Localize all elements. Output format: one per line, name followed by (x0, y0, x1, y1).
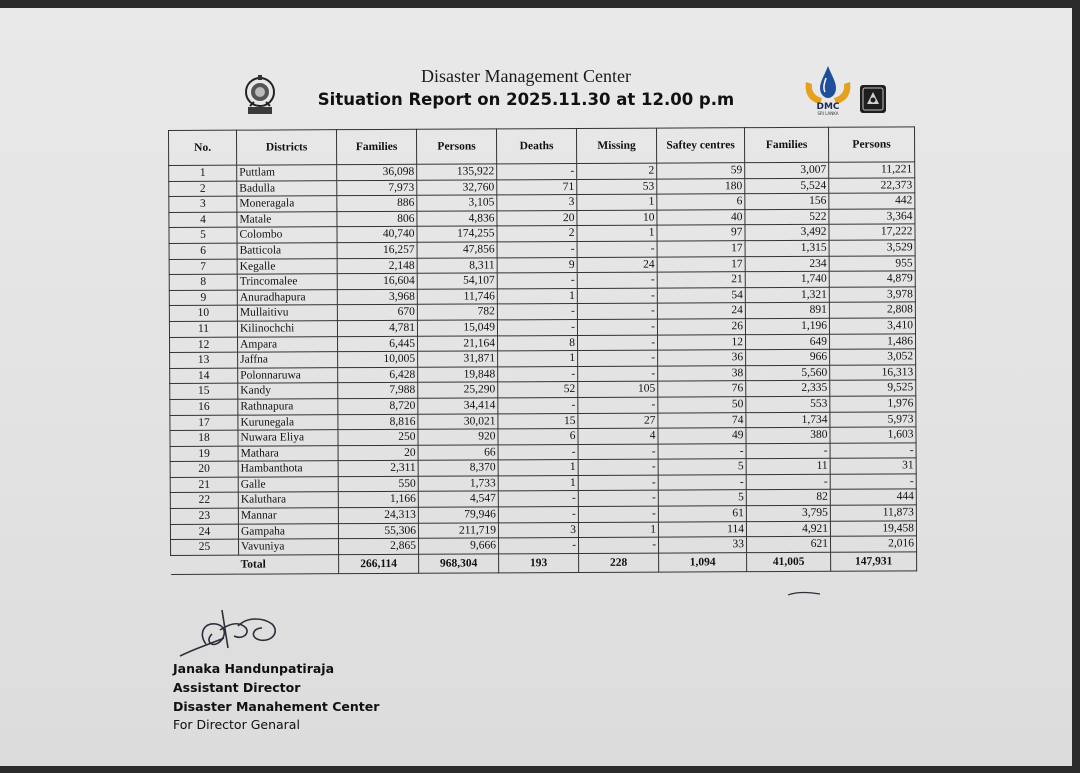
affected-persons: 19,848 (418, 367, 498, 383)
affected-families: 2,311 (338, 461, 418, 477)
organization-title: Disaster Management Center (421, 66, 631, 86)
signatory-organization: Disaster Manahement Center (173, 699, 380, 714)
col-header-centre-persons: Persons (828, 127, 914, 162)
affected-families: 7,988 (338, 383, 418, 399)
centre-persons: 3,052 (830, 349, 916, 365)
affected-persons: 15,049 (417, 320, 497, 336)
affected-persons: 11,746 (417, 289, 497, 305)
total-safety-centres: 1,094 (659, 553, 747, 572)
affected-persons: 21,164 (418, 335, 498, 351)
row-no: 24 (170, 524, 238, 540)
row-no: 17 (170, 415, 238, 431)
affected-families: 4,781 (337, 320, 417, 336)
deaths: 6 (498, 429, 578, 445)
missing: 105 (578, 381, 658, 397)
centre-families: 4,921 (746, 521, 830, 537)
row-no: 3 (169, 196, 237, 212)
deaths: - (498, 491, 578, 507)
affected-persons: 920 (418, 429, 498, 445)
district-name: Mathara (238, 445, 338, 461)
deaths: 20 (497, 210, 577, 226)
total-families: 266,114 (339, 554, 419, 573)
row-no: 6 (169, 243, 237, 259)
affected-persons: 1,733 (418, 476, 498, 492)
missing: - (578, 506, 658, 522)
safety-centres: 24 (657, 303, 745, 319)
affected-persons: 4,836 (417, 211, 497, 227)
affected-families: 806 (337, 211, 417, 227)
missing: - (578, 537, 658, 553)
affected-families: 670 (337, 305, 417, 321)
district-name: Badulla (237, 180, 337, 196)
centre-persons: 4,879 (829, 271, 915, 287)
affected-families: 1,166 (338, 492, 418, 508)
centre-families: 2,335 (746, 381, 830, 397)
safety-centres: 17 (657, 241, 745, 257)
affected-persons: 3,105 (417, 195, 497, 211)
affected-families: 20 (338, 445, 418, 461)
row-no: 22 (170, 493, 238, 509)
row-no: 25 (171, 539, 239, 555)
missing: - (578, 459, 658, 475)
total-blank-cell (171, 555, 239, 574)
affected-families: 8,720 (338, 398, 418, 414)
centre-families: 3,492 (745, 225, 829, 241)
missing: - (578, 475, 658, 491)
total-missing: 228 (579, 553, 659, 572)
centre-persons: 444 (830, 489, 916, 505)
district-name: Mannar (238, 508, 338, 524)
row-no: 14 (170, 368, 238, 384)
situation-report-table (168, 126, 917, 574)
affected-families: 40,740 (337, 227, 417, 243)
affected-persons: 34,414 (418, 398, 498, 414)
district-name: Kegalle (237, 258, 337, 274)
district-name: Moneragala (237, 196, 337, 212)
total-deaths: 193 (499, 553, 579, 572)
centre-persons: 2,016 (830, 536, 916, 552)
row-no: 7 (169, 259, 237, 275)
centre-persons: 9,525 (830, 380, 916, 396)
centre-families: 156 (745, 193, 829, 209)
district-name: Colombo (237, 227, 337, 243)
missing: 10 (577, 210, 657, 226)
affected-families: 6,445 (338, 336, 418, 352)
deaths: - (497, 164, 577, 180)
affected-persons: 782 (417, 304, 497, 320)
centre-families: 522 (745, 209, 829, 225)
deaths: 1 (497, 288, 577, 304)
row-no: 16 (170, 399, 238, 415)
deaths: 52 (498, 382, 578, 398)
affected-families: 10,005 (338, 351, 418, 367)
centre-families: 3,795 (746, 505, 830, 521)
district-name: Hambanthota (238, 461, 338, 477)
district-name: Matale (237, 211, 337, 227)
safety-centres: 59 (657, 163, 745, 179)
centre-families: 380 (746, 427, 830, 443)
deaths: 71 (497, 179, 577, 195)
centre-persons: 3,529 (829, 240, 915, 256)
signatory-on-behalf: For Director Genaral (173, 717, 300, 732)
centre-persons: 955 (829, 255, 915, 271)
col-header-no: No. (169, 130, 237, 165)
district-name: Trincomalee (237, 274, 337, 290)
affected-families: 886 (337, 195, 417, 211)
district-name: Puttlam (237, 165, 337, 181)
col-header-persons: Persons (416, 129, 496, 164)
row-no: 23 (170, 508, 238, 524)
affected-persons: 211,719 (418, 523, 498, 539)
district-name: Nuwara Eliya (238, 430, 338, 446)
row-no: 10 (169, 306, 237, 322)
district-name: Galle (238, 477, 338, 493)
district-name: Gampaha (238, 523, 338, 539)
centre-persons: 19,458 (830, 521, 916, 537)
district-name: Kaluthara (238, 492, 338, 508)
district-name: Kurunegala (238, 414, 338, 430)
centre-persons: 11,221 (829, 162, 915, 178)
total-centre-families: 41,005 (747, 552, 831, 571)
centre-families: 621 (746, 537, 830, 553)
missing: - (578, 397, 658, 413)
dmc-logo-text: DMC (816, 102, 840, 112)
district-name: Kilinochchi (237, 321, 337, 337)
col-header-missing: Missing (576, 128, 656, 163)
affected-families: 16,257 (337, 242, 417, 258)
district-name: Jaffna (238, 352, 338, 368)
affected-persons: 30,021 (418, 413, 498, 429)
row-no: 15 (170, 383, 238, 399)
centre-persons: 3,978 (829, 287, 915, 303)
missing: 53 (577, 179, 657, 195)
district-name: Batticola (237, 243, 337, 259)
missing: 1 (577, 225, 657, 241)
affected-persons: 66 (418, 445, 498, 461)
safety-centres: 114 (658, 521, 746, 537)
row-no: 9 (169, 290, 237, 306)
centre-persons: 31 (830, 458, 916, 474)
missing: - (577, 319, 657, 335)
dmc-logo-subtext: SRI LANKA (817, 111, 839, 116)
centre-persons: 1,976 (830, 396, 916, 412)
deaths: - (497, 319, 577, 335)
row-no: 5 (169, 228, 237, 244)
affected-persons: 32,760 (417, 179, 497, 195)
affected-persons: 4,547 (418, 491, 498, 507)
deaths: - (497, 273, 577, 289)
col-header-safety-centres: Saftey centres (656, 128, 744, 163)
document-page (0, 8, 1072, 766)
col-header-families: Families (337, 129, 417, 164)
affected-families: 2,148 (337, 258, 417, 274)
centre-families: 966 (746, 349, 830, 365)
affected-persons: 47,856 (417, 242, 497, 258)
row-no: 19 (170, 446, 238, 462)
missing: 1 (577, 194, 657, 210)
safety-centres: - (658, 443, 746, 459)
missing: - (577, 272, 657, 288)
row-no: 13 (170, 352, 238, 368)
centre-persons: 3,364 (829, 209, 915, 225)
centre-persons: - (830, 474, 916, 490)
affected-persons: 25,290 (418, 382, 498, 398)
district-name: Ampara (238, 336, 338, 352)
signatory-title: Assistant Director (173, 680, 301, 695)
deaths: - (498, 507, 578, 523)
safety-centres: 17 (657, 256, 745, 272)
missing: - (578, 350, 658, 366)
deaths: - (498, 538, 578, 554)
safety-centres: 21 (657, 272, 745, 288)
safety-centres: - (658, 475, 746, 491)
missing: 1 (578, 522, 658, 538)
missing: - (578, 491, 658, 507)
affected-persons: 9,666 (418, 538, 498, 554)
affected-families: 3,968 (337, 289, 417, 305)
affected-families: 24,313 (338, 507, 418, 523)
deaths: 1 (498, 475, 578, 491)
centre-families: 1,740 (745, 271, 829, 287)
centre-persons: 16,313 (830, 365, 916, 381)
deaths: - (498, 444, 578, 460)
safety-centres: 33 (658, 537, 746, 553)
deaths: 8 (498, 335, 578, 351)
safety-centres: 5 (658, 459, 746, 475)
deaths: 9 (497, 257, 577, 273)
centre-families: 3,007 (745, 162, 829, 178)
row-no: 1 (169, 165, 237, 181)
district-name: Kandy (238, 383, 338, 399)
table-body (169, 162, 917, 555)
col-header-districts: Districts (237, 130, 337, 165)
missing: - (578, 444, 658, 460)
safety-centres: 36 (658, 350, 746, 366)
affected-persons: 135,922 (417, 164, 497, 180)
missing: 27 (578, 413, 658, 429)
ministry-badge-icon (859, 84, 887, 114)
deaths: - (497, 304, 577, 320)
district-name: Anuradhapura (237, 289, 337, 305)
centre-persons: 11,873 (830, 505, 916, 521)
district-name: Rathnapura (238, 399, 338, 415)
missing: 4 (578, 428, 658, 444)
centre-families: 234 (745, 256, 829, 272)
row-no: 12 (170, 337, 238, 353)
deaths: 1 (498, 460, 578, 476)
centre-persons: 22,373 (829, 177, 915, 193)
affected-families: 8,816 (338, 414, 418, 430)
total-centre-persons: 147,931 (831, 552, 917, 571)
deaths: 1 (498, 351, 578, 367)
affected-persons: 79,946 (418, 507, 498, 523)
centre-families: 1,315 (745, 240, 829, 256)
affected-persons: 31,871 (418, 351, 498, 367)
row-no: 11 (169, 321, 237, 337)
total-label: Total (239, 555, 339, 574)
safety-centres: 38 (658, 365, 746, 381)
centre-persons: 442 (829, 193, 915, 209)
safety-centres: 54 (657, 287, 745, 303)
deaths: - (497, 241, 577, 257)
row-no: 18 (170, 430, 238, 446)
table-header-row (169, 127, 915, 166)
centre-families: 5,524 (745, 178, 829, 194)
centre-families: 553 (746, 396, 830, 412)
centre-families: 1,196 (745, 318, 829, 334)
col-header-deaths: Deaths (496, 129, 576, 164)
centre-persons: 3,410 (829, 318, 915, 334)
deaths: 3 (498, 522, 578, 538)
affected-families: 550 (338, 476, 418, 492)
centre-families: 1,734 (746, 412, 830, 428)
safety-centres: 180 (657, 178, 745, 194)
affected-persons: 54,107 (417, 273, 497, 289)
missing: - (577, 288, 657, 304)
missing: - (578, 366, 658, 382)
safety-centres: 61 (658, 506, 746, 522)
district-name: Mullaitivu (237, 305, 337, 321)
missing: 2 (577, 163, 657, 179)
safety-centres: 5 (658, 490, 746, 506)
centre-persons: 1,486 (830, 333, 916, 349)
centre-families: 891 (745, 303, 829, 319)
missing: - (577, 241, 657, 257)
centre-persons: 5,973 (830, 411, 916, 427)
affected-families: 55,306 (338, 523, 418, 539)
missing: - (578, 335, 658, 351)
missing: - (577, 303, 657, 319)
affected-persons: 8,311 (417, 257, 497, 273)
deaths: 3 (497, 195, 577, 211)
safety-centres: 6 (657, 194, 745, 210)
missing: 24 (577, 257, 657, 273)
safety-centres: 74 (658, 412, 746, 428)
district-name: Vavuniya (239, 539, 339, 555)
centre-families: 1,321 (745, 287, 829, 303)
total-persons: 968,304 (419, 554, 499, 573)
signatory-name: Janaka Handunpatiraja (173, 661, 335, 676)
row-no: 2 (169, 181, 237, 197)
affected-families: 2,865 (339, 539, 419, 555)
district-name: Polonnaruwa (238, 367, 338, 383)
row-no: 8 (169, 274, 237, 290)
deaths: - (498, 397, 578, 413)
deaths: 15 (498, 413, 578, 429)
safety-centres: 40 (657, 209, 745, 225)
centre-families: 82 (746, 490, 830, 506)
centre-families: 11 (746, 459, 830, 475)
row-no: 21 (170, 477, 238, 493)
safety-centres: 26 (657, 319, 745, 335)
centre-families: 5,560 (746, 365, 830, 381)
deaths: 2 (497, 226, 577, 242)
handwritten-signature (176, 604, 288, 662)
centre-persons: 1,603 (830, 427, 916, 443)
safety-centres: 50 (658, 397, 746, 413)
safety-centres: 12 (658, 334, 746, 350)
affected-families: 7,973 (337, 180, 417, 196)
report-title: Situation Report on 2025.11.30 at 12.00 p.m (317, 90, 735, 109)
safety-centres: 76 (658, 381, 746, 397)
safety-centres: 49 (658, 428, 746, 444)
centre-persons: 17,222 (829, 224, 915, 240)
affected-families: 36,098 (337, 164, 417, 180)
col-header-centre-families: Families (744, 127, 828, 162)
centre-families: 649 (746, 334, 830, 350)
centre-families: - (746, 474, 830, 490)
deaths: - (498, 366, 578, 382)
centre-persons: 2,808 (829, 302, 915, 318)
affected-families: 6,428 (338, 367, 418, 383)
affected-families: 250 (338, 429, 418, 445)
row-no: 4 (169, 212, 237, 228)
safety-centres: 97 (657, 225, 745, 241)
affected-families: 16,604 (337, 273, 417, 289)
affected-persons: 8,370 (418, 460, 498, 476)
affected-persons: 174,255 (417, 226, 497, 242)
centre-families: - (746, 443, 830, 459)
table-total-row (171, 552, 917, 575)
row-no: 20 (170, 461, 238, 477)
centre-persons: - (830, 443, 916, 459)
pen-underline-mark (786, 590, 822, 598)
